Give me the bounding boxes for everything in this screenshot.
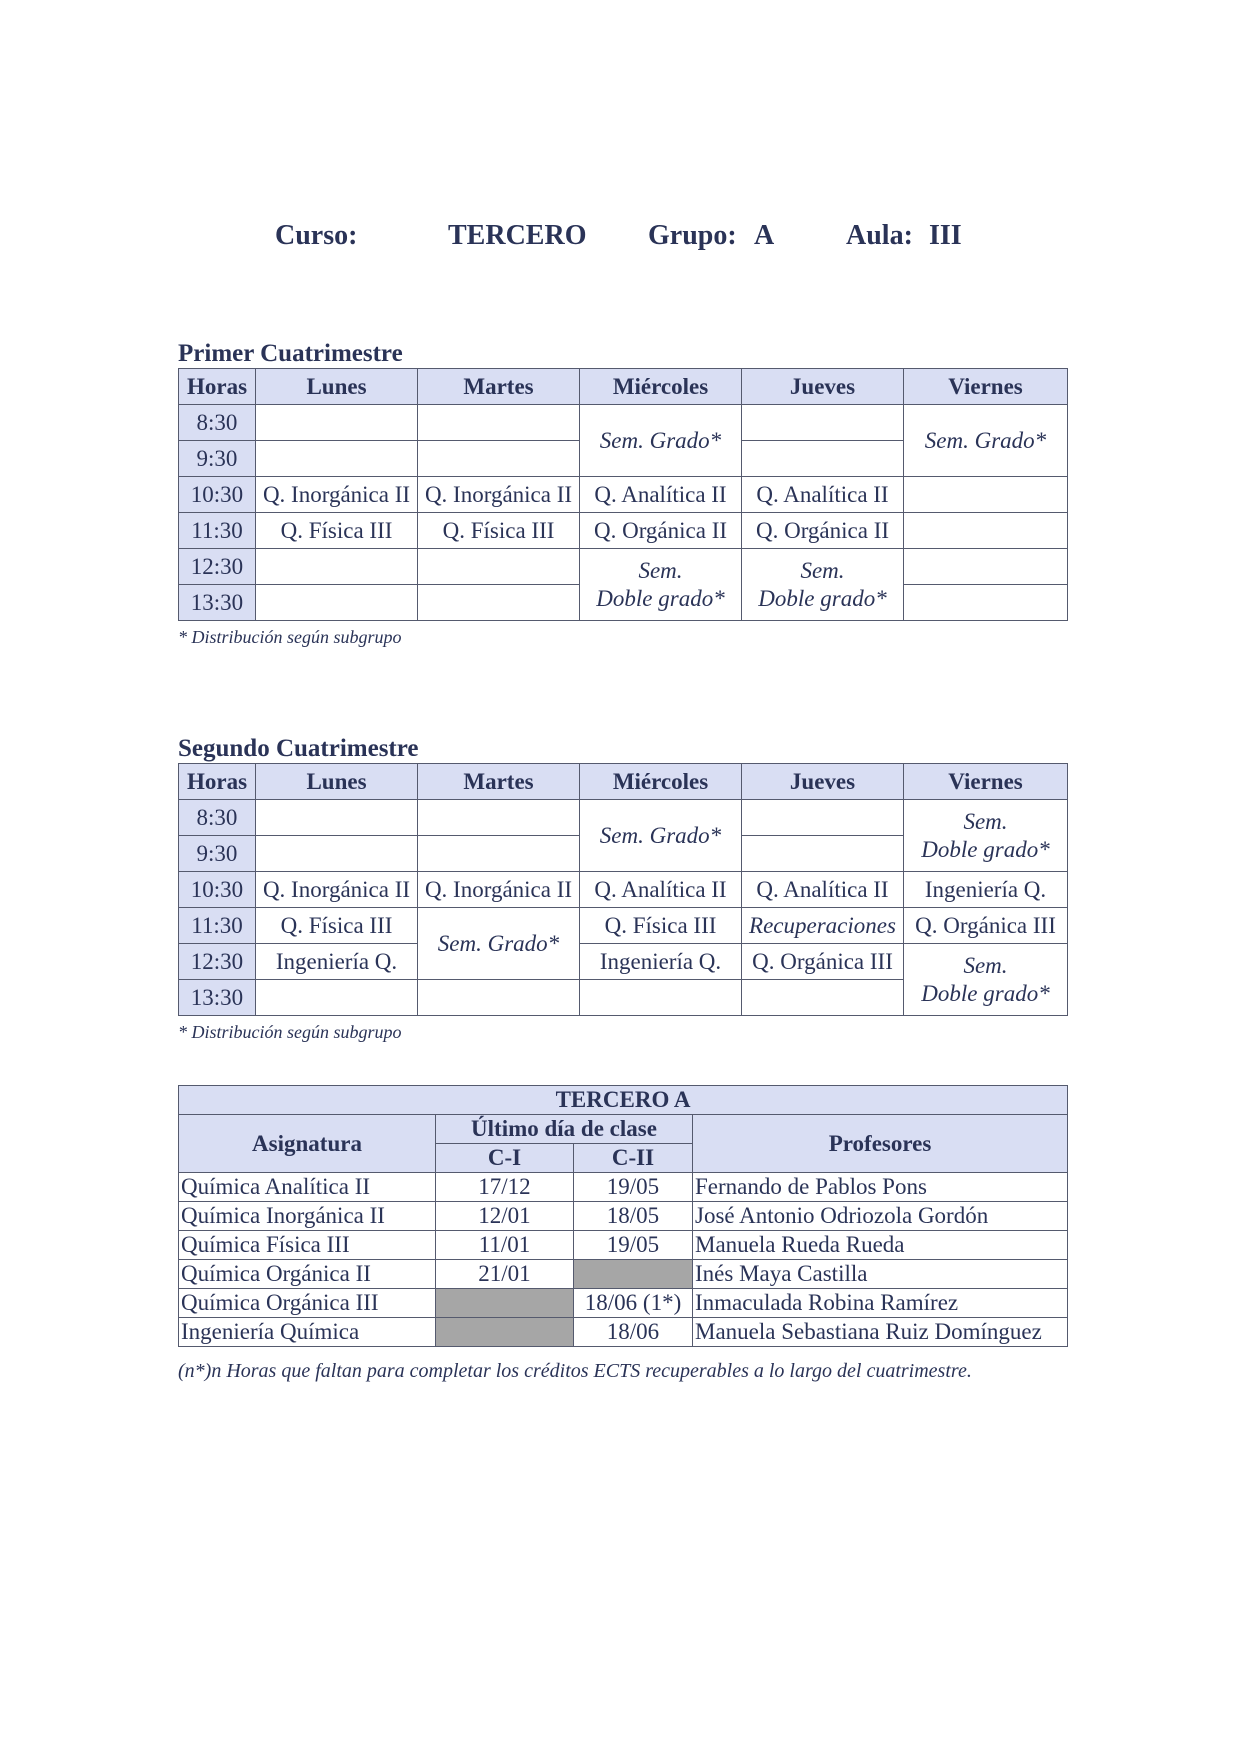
course-header (0, 220, 1240, 264)
hour-cell: 10:30 (179, 477, 256, 513)
table-row (179, 872, 1068, 908)
hour-cell: 10:30 (179, 872, 256, 908)
teachers-cell: Manuela Rueda Rueda (693, 1231, 1068, 1260)
summary-header-row (179, 1115, 1068, 1144)
col-ultimo-dia: Último día de clase (436, 1115, 693, 1144)
teachers-cell: Inés Maya Castilla (693, 1260, 1068, 1289)
c2-cell: 18/05 (574, 1202, 693, 1231)
empty-cell (256, 836, 418, 872)
class-cell: Ingeniería Q. (580, 944, 742, 980)
sem2-header-row (179, 764, 1068, 800)
empty-cell (742, 800, 904, 836)
sem-grado-cell: Sem. Grado* (580, 800, 742, 872)
aula-label: Aula: (846, 220, 913, 251)
table-row (179, 800, 1068, 836)
class-cell: Q. Física III (256, 908, 418, 944)
sem-grado-cell: Sem. Grado* (904, 405, 1068, 477)
table-row (179, 1289, 1068, 1318)
table-row (179, 1231, 1068, 1260)
empty-cell (904, 549, 1068, 585)
empty-cell (256, 549, 418, 585)
sem2-title: Segundo Cuatrimestre (178, 735, 419, 762)
class-cell: Q. Analítica II (580, 872, 742, 908)
hour-cell: 9:30 (179, 441, 256, 477)
sem1-title: Primer Cuatrimestre (178, 340, 403, 367)
class-cell: Q. Orgánica II (742, 513, 904, 549)
empty-cell (418, 800, 580, 836)
col-hours: Horas (179, 764, 256, 800)
summary-title-row (179, 1086, 1068, 1115)
class-cell: Q. Analítica II (742, 477, 904, 513)
table-row (179, 1260, 1068, 1289)
subject-cell: Química Inorgánica II (179, 1202, 436, 1231)
hour-cell: 9:30 (179, 836, 256, 872)
col-martes: Martes (418, 369, 580, 405)
c1-cell-blank (436, 1289, 574, 1318)
col-c1: C-I (436, 1144, 574, 1173)
sem1-note: * Distribución según subgrupo (178, 627, 402, 647)
subject-cell: Química Orgánica III (179, 1289, 436, 1318)
class-cell: Q. Inorgánica II (256, 872, 418, 908)
empty-cell (256, 980, 418, 1016)
empty-cell (742, 836, 904, 872)
class-cell: Q. Orgánica III (742, 944, 904, 980)
sem1-header-row (179, 369, 1068, 405)
c2-cell-blank (574, 1260, 693, 1289)
empty-cell (418, 441, 580, 477)
class-cell: Q. Orgánica II (580, 513, 742, 549)
class-cell: Q. Analítica II (580, 477, 742, 513)
grupo-label: Grupo: (648, 220, 737, 251)
c2-cell: 19/05 (574, 1173, 693, 1202)
empty-cell (904, 585, 1068, 621)
sem-doble-grado-cell (904, 800, 1068, 872)
subject-cell: Química Física III (179, 1231, 436, 1260)
class-cell: Q. Física III (580, 908, 742, 944)
hour-cell: 8:30 (179, 405, 256, 441)
c1-cell: 12/01 (436, 1202, 574, 1231)
sem-doble-grado-cell (904, 944, 1068, 1016)
table-row (179, 1173, 1068, 1202)
subject-cell: Ingeniería Química (179, 1318, 436, 1347)
empty-cell (256, 405, 418, 441)
empty-cell (904, 513, 1068, 549)
hour-cell: 13:30 (179, 585, 256, 621)
sem1-schedule-table (178, 368, 1068, 621)
cell-line: Doble grado* (921, 980, 1050, 1006)
cell-line: Sem. (638, 557, 683, 583)
sem2-note: * Distribución según subgrupo (178, 1022, 402, 1042)
cell-line: Doble grado* (758, 585, 887, 611)
c1-cell: 21/01 (436, 1260, 574, 1289)
hour-cell: 13:30 (179, 980, 256, 1016)
empty-cell (904, 477, 1068, 513)
col-martes: Martes (418, 764, 580, 800)
hour-cell: 11:30 (179, 513, 256, 549)
curso-value: TERCERO (448, 220, 587, 251)
empty-cell (418, 836, 580, 872)
teachers-cell: Manuela Sebastiana Ruiz Domínguez (693, 1318, 1068, 1347)
table-row (179, 1318, 1068, 1347)
empty-cell (742, 980, 904, 1016)
sem2-schedule-table (178, 763, 1068, 1016)
teachers-cell: José Antonio Odriozola Gordón (693, 1202, 1068, 1231)
class-cell: Q. Analítica II (742, 872, 904, 908)
subject-cell: Química Analítica II (179, 1173, 436, 1202)
curso-label: Curso: (275, 220, 358, 251)
hour-cell: 8:30 (179, 800, 256, 836)
hour-cell: 12:30 (179, 549, 256, 585)
cell-line: Sem. (963, 808, 1008, 834)
empty-cell (256, 441, 418, 477)
col-profesores: Profesores (693, 1115, 1068, 1173)
empty-cell (742, 405, 904, 441)
summary-title: TERCERO A (179, 1086, 1068, 1115)
table-row (179, 405, 1068, 441)
c2-cell: 18/06 (1*) (574, 1289, 693, 1318)
col-lunes: Lunes (256, 764, 418, 800)
grupo-value: A (754, 220, 775, 251)
sem-doble-grado-cell (580, 549, 742, 621)
aula-value: III (929, 220, 962, 251)
col-jueves: Jueves (742, 764, 904, 800)
col-miercoles: Miércoles (580, 764, 742, 800)
recuperaciones-cell: Recuperaciones (742, 908, 904, 944)
cell-line: Doble grado* (596, 585, 725, 611)
empty-cell (418, 549, 580, 585)
empty-cell (742, 441, 904, 477)
sem-grado-cell: Sem. Grado* (580, 405, 742, 477)
hour-cell: 12:30 (179, 944, 256, 980)
table-row (179, 944, 1068, 980)
c1-cell-blank (436, 1318, 574, 1347)
empty-cell (256, 585, 418, 621)
empty-cell (256, 800, 418, 836)
hour-cell: 11:30 (179, 908, 256, 944)
sem-grado-cell: Sem. Grado* (418, 908, 580, 980)
cell-line: Sem. (963, 952, 1008, 978)
class-cell: Q. Inorgánica II (418, 477, 580, 513)
teachers-cell: Inmaculada Robina Ramírez (693, 1289, 1068, 1318)
col-miercoles: Miércoles (580, 369, 742, 405)
empty-cell (418, 980, 580, 1016)
table-row (179, 549, 1068, 585)
class-cell: Ingeniería Q. (256, 944, 418, 980)
class-cell: Q. Física III (256, 513, 418, 549)
col-hours: Horas (179, 369, 256, 405)
c1-cell: 11/01 (436, 1231, 574, 1260)
empty-cell (418, 405, 580, 441)
class-cell: Q. Orgánica III (904, 908, 1068, 944)
c2-cell: 19/05 (574, 1231, 693, 1260)
table-row (179, 477, 1068, 513)
class-cell: Q. Inorgánica II (256, 477, 418, 513)
col-lunes: Lunes (256, 369, 418, 405)
summary-footnote: (n*)n Horas que faltan para completar los créditos ECTS recuperables a lo largo del cuatrimestre. (178, 1360, 972, 1382)
class-cell: Ingeniería Q. (904, 872, 1068, 908)
table-row (179, 513, 1068, 549)
cell-line: Sem. (800, 557, 845, 583)
col-viernes: Viernes (904, 764, 1068, 800)
table-row (179, 1202, 1068, 1231)
sem-doble-grado-cell (742, 549, 904, 621)
col-jueves: Jueves (742, 369, 904, 405)
empty-cell (580, 980, 742, 1016)
class-cell: Q. Física III (418, 513, 580, 549)
table-row (179, 908, 1068, 944)
empty-cell (418, 585, 580, 621)
col-viernes: Viernes (904, 369, 1068, 405)
summary-table (178, 1085, 1068, 1347)
class-cell: Q. Inorgánica II (418, 872, 580, 908)
col-c2: C-II (574, 1144, 693, 1173)
c1-cell: 17/12 (436, 1173, 574, 1202)
subject-cell: Química Orgánica II (179, 1260, 436, 1289)
col-asignatura: Asignatura (179, 1115, 436, 1173)
c2-cell: 18/06 (574, 1318, 693, 1347)
cell-line: Doble grado* (921, 836, 1050, 862)
teachers-cell: Fernando de Pablos Pons (693, 1173, 1068, 1202)
